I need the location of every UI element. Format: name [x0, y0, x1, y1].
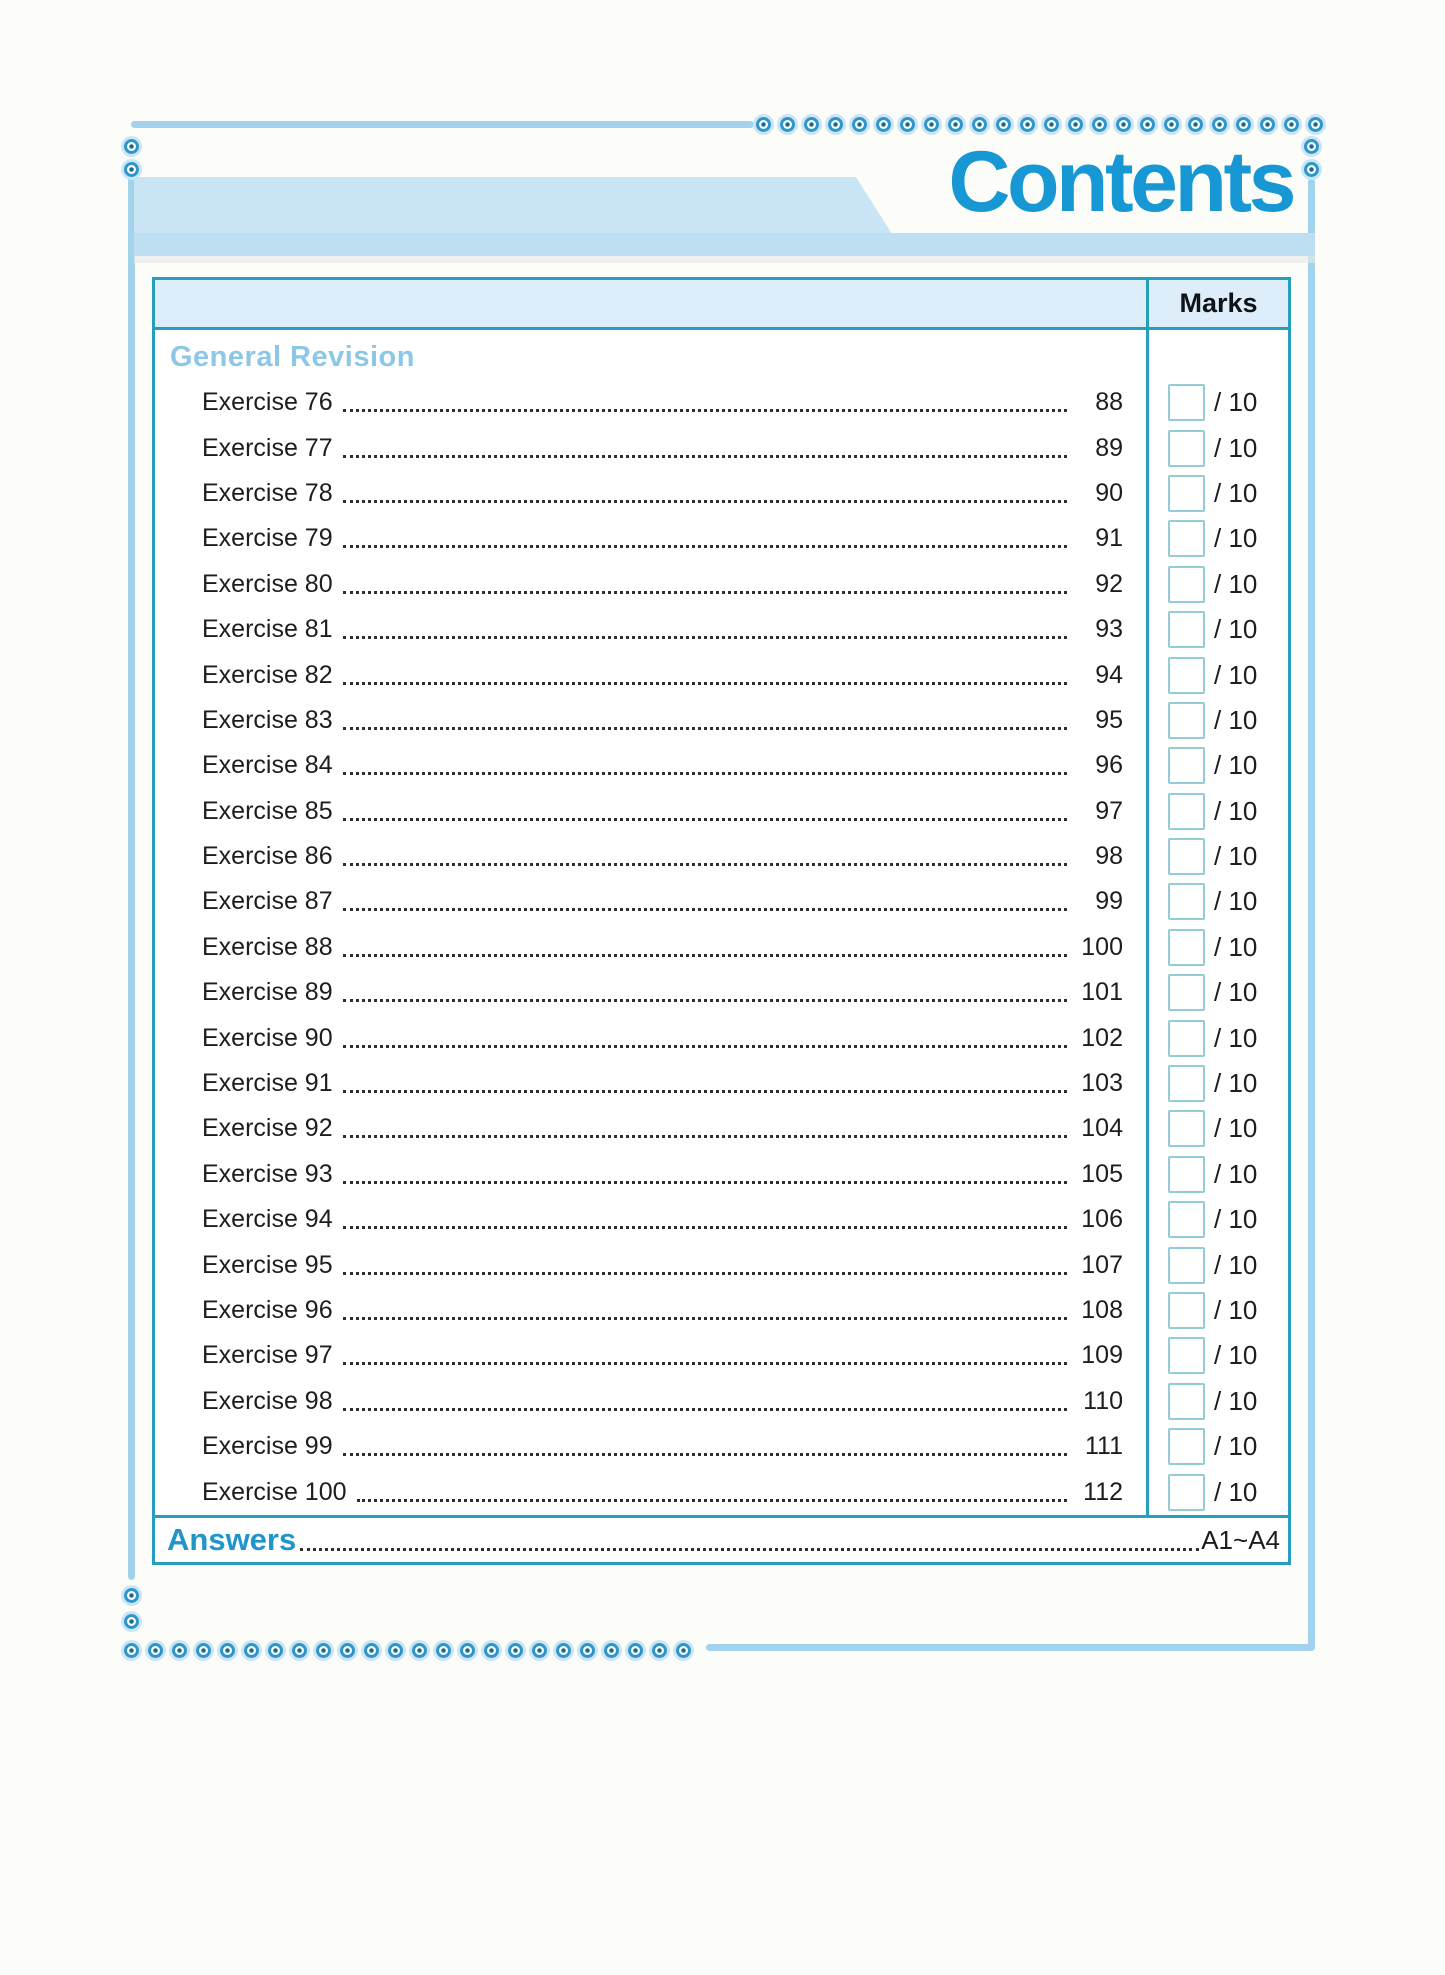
exercise-entry [155, 933, 1146, 962]
dot-leader [343, 1317, 1067, 1320]
border-bead [1044, 117, 1059, 132]
exercise-entry [155, 661, 1146, 690]
marks-cell [1146, 1110, 1288, 1147]
exercise-page-number: 105 [1081, 1159, 1123, 1188]
border-beads-top [756, 117, 1323, 132]
marks-input-box[interactable] [1168, 747, 1205, 784]
dot-leader [300, 1548, 1199, 1551]
dot-leader [343, 1181, 1067, 1184]
dot-leader [357, 1499, 1067, 1502]
frame-line-left [128, 176, 135, 1580]
exercise-label: Exercise 93 [202, 1159, 333, 1188]
marks-cell [1146, 883, 1288, 920]
border-bead [1304, 139, 1319, 154]
border-bead [652, 1643, 667, 1658]
exercise-page-number: 106 [1081, 1205, 1123, 1234]
marks-denominator: / 10 [1214, 1022, 1258, 1053]
exercise-page-number: 93 [1095, 615, 1123, 644]
exercise-label: Exercise 88 [202, 932, 333, 961]
exercise-page-number: 96 [1095, 751, 1123, 780]
marks-denominator: / 10 [1214, 614, 1258, 645]
exercise-row [155, 607, 1288, 652]
exercise-page-number: 107 [1081, 1250, 1123, 1279]
dot-leader [343, 772, 1067, 775]
exercise-page-number: 112 [1083, 1477, 1123, 1506]
exercise-row [155, 879, 1288, 924]
dot-leader [343, 863, 1067, 866]
exercise-label: Exercise 82 [202, 660, 333, 689]
section-heading: General Revision [170, 340, 415, 373]
marks-input-box[interactable] [1168, 883, 1205, 920]
border-bead [756, 117, 771, 132]
exercise-entry [155, 570, 1146, 599]
exercise-page-number: 101 [1081, 978, 1123, 1007]
dot-leader [343, 545, 1067, 548]
marks-denominator: / 10 [1214, 704, 1258, 735]
exercise-page-number: 92 [1095, 569, 1123, 598]
exercise-page-number: 88 [1095, 388, 1123, 417]
border-beads-right-top [1304, 139, 1319, 177]
exercise-label: Exercise 78 [202, 478, 333, 507]
exercise-label: Exercise 80 [202, 569, 333, 598]
exercise-row [155, 1061, 1288, 1106]
border-bead [292, 1643, 307, 1658]
exercise-entry [155, 479, 1146, 508]
marks-cell [1146, 657, 1288, 694]
marks-cell [1146, 1292, 1288, 1329]
border-bead [220, 1643, 235, 1658]
marks-denominator: / 10 [1214, 659, 1258, 690]
border-bead [1188, 117, 1203, 132]
marks-cell [1146, 1474, 1288, 1511]
exercise-row [155, 516, 1288, 561]
dot-leader [343, 1272, 1067, 1275]
border-beads-bottom [124, 1643, 691, 1658]
marks-input-box[interactable] [1168, 1292, 1205, 1329]
marks-denominator: / 10 [1214, 523, 1258, 554]
exercise-row [155, 925, 1288, 970]
marks-cell [1146, 475, 1288, 512]
border-bead [460, 1643, 475, 1658]
marks-denominator: / 10 [1214, 1340, 1258, 1371]
border-bead [124, 162, 139, 177]
border-bead [1236, 117, 1251, 132]
border-bead [948, 117, 963, 132]
marks-cell [1146, 520, 1288, 557]
frame-line-bottom [706, 1644, 1312, 1651]
marks-input-box[interactable] [1168, 1383, 1205, 1420]
exercise-label: Exercise 97 [202, 1341, 333, 1370]
marks-cell [1146, 702, 1288, 739]
exercise-row [155, 1242, 1288, 1287]
marks-input-box[interactable] [1168, 1065, 1205, 1102]
border-bead [852, 117, 867, 132]
dot-leader [343, 908, 1067, 911]
answers-label: Answers [167, 1522, 297, 1557]
border-bead [124, 1614, 139, 1629]
border-bead [508, 1643, 523, 1658]
exercise-entry [155, 1296, 1146, 1325]
marks-cell [1146, 1156, 1288, 1193]
exercise-row [155, 970, 1288, 1015]
border-bead [556, 1643, 571, 1658]
marks-cell [1146, 384, 1288, 421]
exercise-page-number: 103 [1081, 1069, 1123, 1098]
marks-denominator: / 10 [1214, 1476, 1258, 1507]
border-bead [196, 1643, 211, 1658]
marks-denominator: / 10 [1214, 477, 1258, 508]
exercise-list [155, 380, 1288, 1515]
exercise-page-number: 99 [1095, 887, 1123, 916]
marks-denominator: / 10 [1214, 1204, 1258, 1235]
exercise-label: Exercise 90 [202, 1023, 333, 1052]
exercise-label: Exercise 91 [202, 1069, 333, 1098]
marks-input-box[interactable] [1168, 657, 1205, 694]
dot-leader [343, 1362, 1067, 1365]
marks-denominator: / 10 [1214, 1068, 1258, 1099]
dot-leader [343, 409, 1067, 412]
dot-leader [343, 727, 1067, 730]
exercise-row [155, 743, 1288, 788]
dot-leader [343, 636, 1067, 639]
border-bead [148, 1643, 163, 1658]
exercise-label: Exercise 96 [202, 1296, 333, 1324]
exercise-entry [155, 842, 1146, 871]
border-bead [1020, 117, 1035, 132]
marks-input-box[interactable] [1168, 1201, 1205, 1238]
marks-denominator: / 10 [1214, 977, 1258, 1008]
exercise-row [155, 834, 1288, 879]
title-banner-shadow [134, 256, 1315, 263]
exercise-row [155, 1288, 1288, 1333]
marks-denominator: / 10 [1214, 1158, 1258, 1189]
marks-denominator: / 10 [1214, 387, 1258, 418]
marks-input-box[interactable] [1168, 838, 1205, 875]
marks-denominator: / 10 [1214, 1385, 1258, 1416]
border-bead [1212, 117, 1227, 132]
marks-input-box[interactable] [1168, 929, 1205, 966]
exercise-page-number: 110 [1083, 1386, 1123, 1415]
table-body [155, 330, 1288, 1515]
border-bead [580, 1643, 595, 1658]
marks-input-box[interactable] [1168, 384, 1205, 421]
marks-denominator: / 10 [1214, 795, 1258, 826]
exercise-entry [155, 1341, 1146, 1370]
marks-cell [1146, 974, 1288, 1011]
exercise-entry [155, 1251, 1146, 1280]
marks-denominator: / 10 [1214, 841, 1258, 872]
border-bead [972, 117, 987, 132]
border-bead [876, 117, 891, 132]
border-bead [1092, 117, 1107, 132]
exercise-label: Exercise 83 [202, 705, 333, 734]
border-bead [244, 1643, 259, 1658]
exercise-row [155, 562, 1288, 607]
exercise-page-number: 100 [1081, 932, 1123, 961]
exercise-page-number: 94 [1095, 660, 1123, 689]
exercise-entry [155, 1114, 1146, 1143]
dot-leader [343, 1408, 1067, 1411]
marks-column-header: Marks [1179, 288, 1258, 318]
exercise-label: Exercise 98 [202, 1386, 333, 1415]
exercise-entry [155, 524, 1146, 553]
page-title: Contents [948, 134, 1293, 230]
border-bead [1304, 162, 1319, 177]
dot-leader [343, 818, 1067, 821]
marks-denominator: / 10 [1214, 1249, 1258, 1280]
dot-leader [343, 1226, 1067, 1229]
marks-denominator: / 10 [1214, 1295, 1258, 1325]
border-bead [268, 1643, 283, 1658]
exercise-entry [155, 1432, 1146, 1461]
exercise-entry [155, 1024, 1146, 1053]
exercise-label: Exercise 77 [202, 433, 333, 462]
exercise-row [155, 652, 1288, 697]
exercise-label: Exercise 87 [202, 887, 333, 916]
border-bead [924, 117, 939, 132]
border-bead [1260, 117, 1275, 132]
marks-input-box[interactable] [1168, 793, 1205, 830]
marks-cell [1146, 838, 1288, 875]
marks-cell [1146, 430, 1288, 467]
marks-cell [1146, 1020, 1288, 1057]
exercise-row [155, 789, 1288, 834]
border-bead [676, 1643, 691, 1658]
dot-leader [343, 500, 1067, 503]
marks-cell [1146, 793, 1288, 830]
marks-input-box[interactable] [1168, 475, 1205, 512]
border-bead [900, 117, 915, 132]
marks-column-divider [1146, 280, 1149, 1515]
marks-cell [1146, 747, 1288, 784]
border-bead [604, 1643, 619, 1658]
exercise-page-number: 98 [1095, 842, 1123, 871]
answers-page-number: A1~A4 [1201, 1524, 1280, 1555]
border-beads-left-top [124, 139, 139, 177]
border-bead [436, 1643, 451, 1658]
marks-input-box[interactable] [1168, 1247, 1205, 1284]
exercise-label: Exercise 94 [202, 1205, 333, 1234]
exercise-row [155, 1015, 1288, 1060]
exercise-label: Exercise 92 [202, 1114, 333, 1143]
border-bead [124, 1588, 139, 1603]
exercise-entry [155, 615, 1146, 644]
dot-leader [343, 999, 1067, 1002]
frame-line-right [1308, 178, 1315, 1651]
title-banner-strip [134, 233, 1315, 256]
title-banner [134, 177, 892, 234]
exercise-label: Exercise 99 [202, 1432, 333, 1461]
border-bead [484, 1643, 499, 1658]
border-bead [828, 117, 843, 132]
exercise-page-number: 104 [1081, 1114, 1123, 1143]
exercise-row [155, 1197, 1288, 1242]
dot-leader [343, 954, 1067, 957]
marks-input-box[interactable] [1168, 1474, 1205, 1511]
dot-leader [343, 682, 1067, 685]
exercise-entry [155, 1478, 1146, 1507]
exercise-row [155, 1424, 1288, 1469]
exercise-entry [155, 887, 1146, 916]
marks-input-box[interactable] [1168, 1428, 1205, 1465]
exercise-row [155, 1333, 1288, 1378]
marks-denominator: / 10 [1214, 568, 1258, 599]
exercise-label: Exercise 81 [202, 615, 333, 644]
exercise-entry [155, 1160, 1146, 1189]
exercise-page-number: 102 [1081, 1023, 1123, 1052]
border-beads-left-bottom [124, 1588, 139, 1629]
exercise-page-number: 89 [1095, 433, 1123, 462]
exercise-row [155, 471, 1288, 516]
marks-cell [1146, 566, 1288, 603]
border-bead [1164, 117, 1179, 132]
marks-denominator: / 10 [1214, 931, 1258, 962]
marks-cell [1146, 1383, 1288, 1420]
exercise-page-number: 95 [1095, 705, 1123, 734]
marks-cell [1146, 1428, 1288, 1465]
marks-input-box[interactable] [1168, 566, 1205, 603]
exercise-row [155, 380, 1288, 425]
border-bead [1284, 117, 1299, 132]
border-bead [124, 139, 139, 154]
exercise-entry [155, 751, 1146, 780]
exercise-row [155, 1106, 1288, 1151]
dot-leader [343, 1090, 1067, 1093]
border-bead [388, 1643, 403, 1658]
marks-input-box[interactable] [1168, 1156, 1205, 1193]
answers-row [155, 1515, 1288, 1562]
marks-cell [1146, 611, 1288, 648]
exercise-entry [155, 434, 1146, 463]
exercise-row [155, 1379, 1288, 1424]
border-bead [996, 117, 1011, 132]
marks-input-box[interactable] [1168, 430, 1205, 467]
border-bead [1140, 117, 1155, 132]
marks-denominator: / 10 [1214, 1431, 1258, 1462]
marks-input-box[interactable] [1168, 1110, 1205, 1147]
marks-denominator: / 10 [1214, 750, 1258, 781]
border-bead [1308, 117, 1323, 132]
marks-denominator: / 10 [1214, 886, 1258, 917]
exercise-label: Exercise 76 [202, 388, 333, 417]
marks-input-box[interactable] [1168, 702, 1205, 739]
exercise-page-number: 91 [1095, 524, 1123, 553]
exercise-entry [155, 1069, 1146, 1098]
exercise-row [155, 425, 1288, 470]
dot-leader [343, 455, 1067, 458]
border-bead [412, 1643, 427, 1658]
exercise-page-number: 111 [1084, 1432, 1123, 1461]
border-bead [340, 1643, 355, 1658]
marks-denominator: / 10 [1214, 1113, 1258, 1144]
exercise-row [155, 1152, 1288, 1197]
frame-line-top [131, 121, 754, 128]
exercise-row [155, 698, 1288, 743]
border-bead [628, 1643, 643, 1658]
marks-cell [1146, 1065, 1288, 1102]
exercise-entry [155, 388, 1146, 417]
exercise-label: Exercise 86 [202, 842, 333, 871]
marks-cell [1146, 1247, 1288, 1284]
marks-input-box[interactable] [1168, 520, 1205, 557]
exercise-label: Exercise 100 [202, 1477, 347, 1506]
dot-leader [343, 591, 1067, 594]
exercise-entry [155, 706, 1146, 735]
exercise-label: Exercise 84 [202, 751, 333, 780]
exercise-page-number: 90 [1095, 478, 1123, 507]
marks-input-box[interactable] [1168, 611, 1205, 648]
dot-leader [343, 1453, 1067, 1456]
exercise-entry [155, 1387, 1146, 1416]
table-header-row [155, 280, 1288, 330]
border-bead [1068, 117, 1083, 132]
marks-input-box[interactable] [1168, 1337, 1205, 1374]
exercise-label: Exercise 89 [202, 978, 333, 1007]
exercise-entry [155, 797, 1146, 826]
border-bead [780, 117, 795, 132]
border-bead [172, 1643, 187, 1658]
border-bead [532, 1643, 547, 1658]
exercise-entry [155, 978, 1146, 1007]
border-bead [804, 117, 819, 132]
exercise-entry [155, 1205, 1146, 1234]
border-bead [364, 1643, 379, 1658]
border-bead [1116, 117, 1131, 132]
exercise-page-number: 97 [1095, 796, 1123, 825]
marks-cell [1146, 1337, 1288, 1374]
marks-input-box[interactable] [1168, 1020, 1205, 1057]
marks-cell [1146, 1201, 1288, 1238]
border-bead [316, 1643, 331, 1658]
dot-leader [343, 1135, 1067, 1138]
exercise-page-number: 109 [1081, 1341, 1123, 1370]
exercise-label: Exercise 95 [202, 1250, 333, 1279]
marks-cell [1146, 929, 1288, 966]
dot-leader [343, 1045, 1067, 1048]
contents-table [152, 277, 1291, 1565]
marks-denominator: / 10 [1214, 432, 1258, 463]
exercise-label: Exercise 79 [202, 524, 333, 553]
exercise-row [155, 1469, 1288, 1514]
exercise-label: Exercise 85 [202, 796, 333, 825]
marks-input-box[interactable] [1168, 974, 1205, 1011]
border-bead [124, 1643, 139, 1658]
exercise-page-number: 108 [1081, 1296, 1123, 1324]
